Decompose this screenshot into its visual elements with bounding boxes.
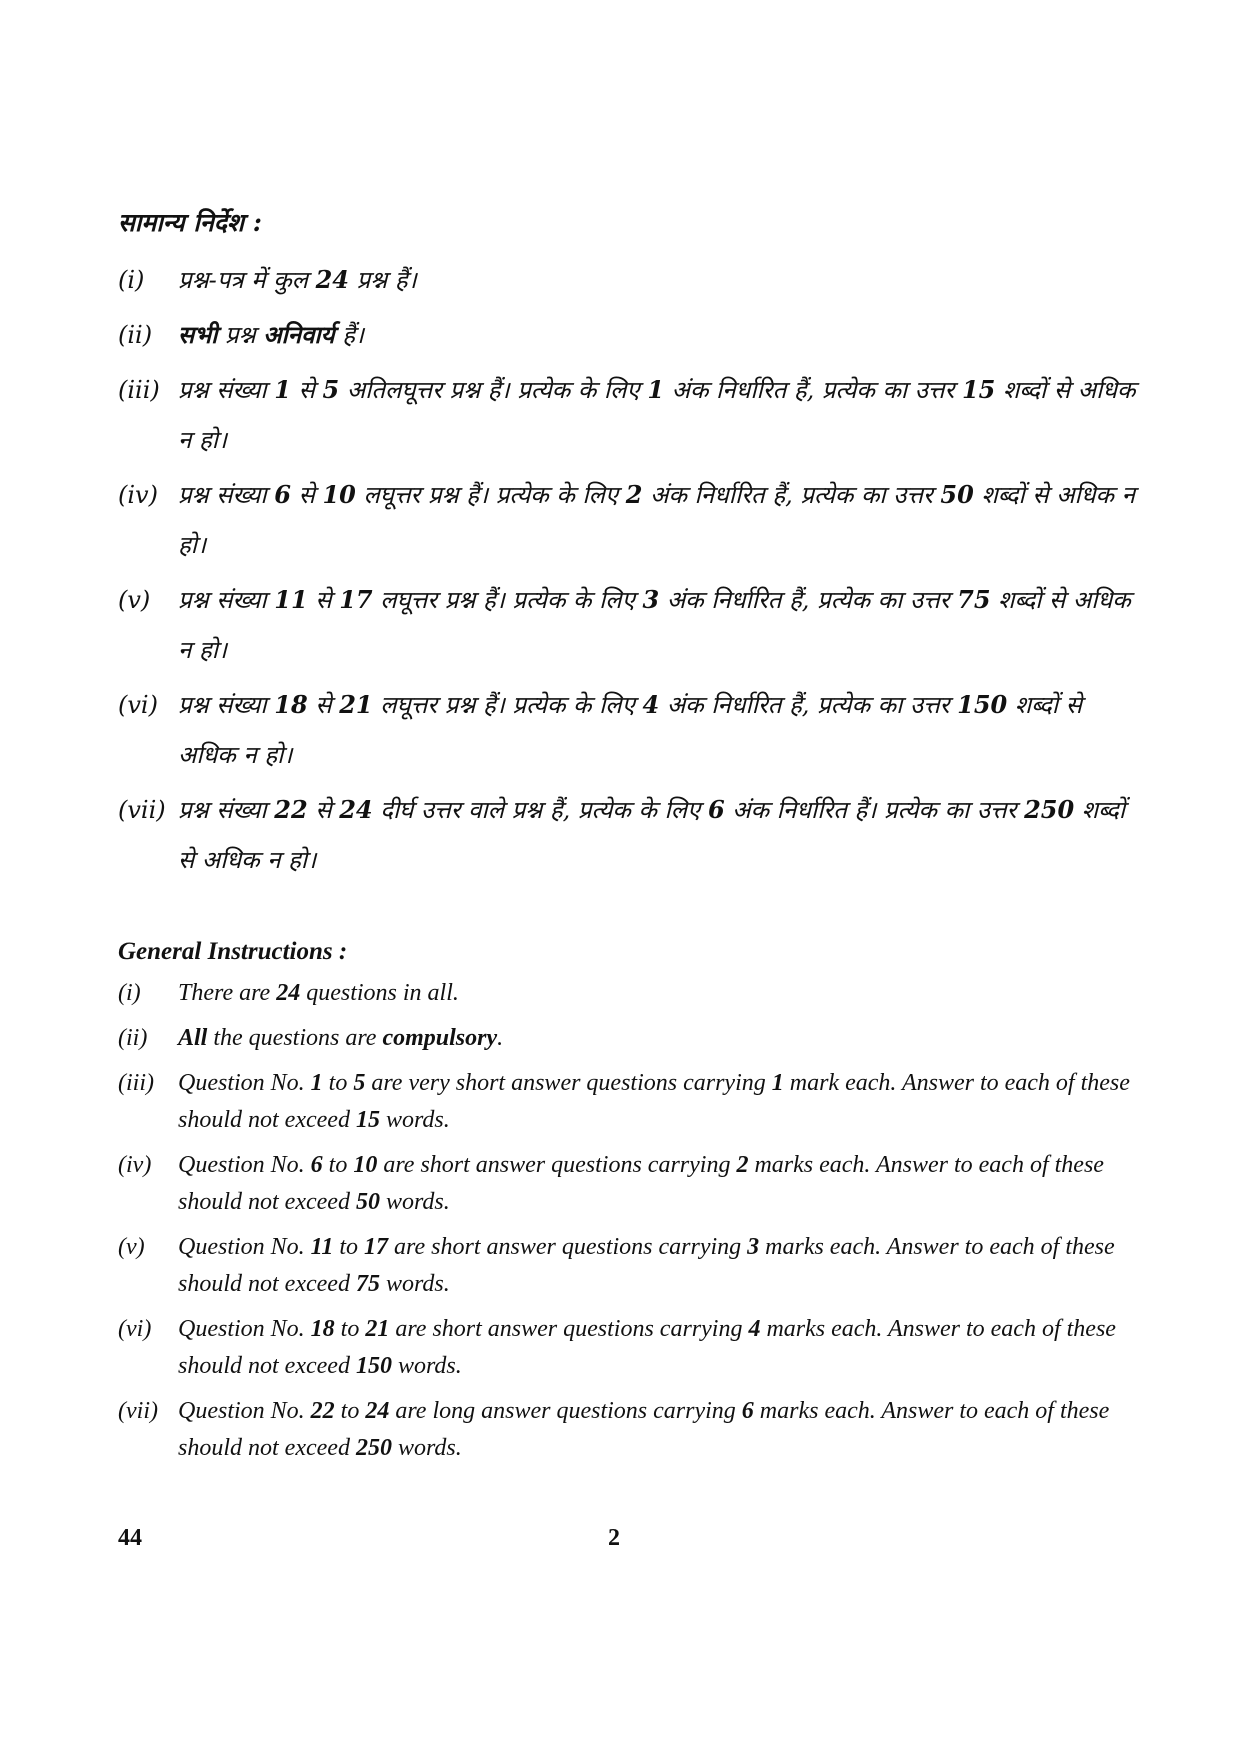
item-text: अंक निर्धारित हैं, प्रत्येक का उत्तर [642,481,941,509]
hindi-instructions-list [118,255,1138,890]
bold-text: 11 [310,1234,334,1260]
bold-text: 250 [355,1435,392,1461]
item-number: (ii) [118,321,153,349]
bold-text: 10 [353,1152,378,1178]
english-instruction-item [118,1393,1138,1467]
bold-text: 2 [625,480,643,509]
item-number: (i) [118,980,141,1006]
item-number: (iii) [118,1070,154,1096]
bold-text: 18 [310,1316,335,1342]
item-text: are very short answer questions carrying [365,1070,772,1096]
english-instruction-item [118,1147,1138,1221]
item-text: are short answer questions carrying [377,1152,737,1178]
item-number: (vii) [118,1398,158,1424]
item-text: लघूत्तर प्रश्न हैं। प्रत्येक के लिए [372,586,643,614]
item-text: शब्दों से अधिक न हो। [178,691,1082,769]
item-text: Question No. [178,1316,311,1342]
bold-text: All [178,1025,208,1051]
item-number: (vi) [118,1316,152,1342]
bold-text: अनिवार्य [263,320,335,349]
item-text: to [333,1234,365,1260]
item-text: प्रश्न-पत्र में कुल [178,266,316,294]
bold-text: 21 [339,690,373,719]
bold-text: 6 [741,1398,754,1424]
item-text: There are [178,980,277,1006]
item-number: (v) [118,586,151,614]
english-instructions-heading: General Instructions : [118,938,348,965]
item-text: to [322,1070,354,1096]
item-text: questions in all. [300,980,459,1006]
english-instructions-list [118,975,1138,1475]
item-text: अंक निर्धारित हैं, प्रत्येक का उत्तर [659,691,958,719]
item-number: (v) [118,1234,145,1260]
bold-text: 6 [310,1152,323,1178]
item-text: से [291,376,323,404]
item-text: Question No. [178,1234,311,1260]
hindi-instruction-item [118,785,1138,885]
item-text: प्रश्न हैं। [348,266,417,294]
item-text: अंक निर्धारित हैं, प्रत्येक का उत्तर [664,376,962,404]
item-text: शब्दों से अधिक न हो। [178,376,1136,454]
item-text: दीर्घ उत्तर वाले प्रश्न हैं, प्रत्येक के लिए [372,796,708,824]
bold-text: 75 [957,585,991,614]
item-text: to [322,1152,354,1178]
bold-text: 24 [315,265,349,294]
bold-text: 24 [339,795,373,824]
hindi-instruction-item [118,310,1138,360]
item-text: अतिलघूत्तर प्रश्न हैं। प्रत्येक के लिए [339,376,648,404]
item-text: words. [379,1271,450,1297]
item-text: प्रश्न [217,321,264,349]
bold-text: सभी [178,320,218,349]
item-text: Question No. [178,1152,311,1178]
bold-text: 10 [322,480,356,509]
item-text: are short answer questions carrying [389,1316,749,1342]
hindi-instruction-item [118,470,1138,570]
bold-text: 1 [274,375,291,404]
bold-text: 4 [748,1316,761,1342]
hindi-instruction-item [118,575,1138,675]
item-text: प्रश्न संख्या [178,376,275,404]
bold-text: 1 [647,375,665,404]
item-text: प्रश्न संख्या [178,796,275,824]
item-text: words. [379,1107,450,1133]
item-text: लघूत्तर प्रश्न हैं। प्रत्येक के लिए [355,481,626,509]
bold-text: 5 [353,1070,366,1096]
item-text: प्रश्न संख्या [178,586,275,614]
item-text: mark each. Answer to each of these should not exceed [178,1070,1130,1133]
item-text: are short answer questions carrying [388,1234,748,1260]
item-text: शब्दों से अधिक न हो। [178,586,1131,664]
item-number: (iii) [118,376,160,404]
item-text: अंक निर्धारित हैं, प्रत्येक का उत्तर [659,586,958,614]
item-text: Question No. [178,1398,311,1424]
english-instruction-item [118,1229,1138,1303]
bold-text: 3 [747,1234,760,1260]
english-instruction-item [118,1311,1138,1385]
item-text: words. [379,1189,450,1215]
item-text: to [334,1398,366,1424]
paper-code: 44 [118,1525,142,1551]
hindi-instruction-item [118,680,1138,780]
bold-text: 50 [940,480,974,509]
bold-text: 24 [276,980,301,1006]
bold-text: 21 [365,1316,390,1342]
english-instruction-item [118,1065,1138,1139]
item-number: (i) [118,266,145,294]
bold-text: 1 [771,1070,784,1096]
bold-text: 6 [707,795,725,824]
item-text: लघूत्तर प्रश्न हैं। प्रत्येक के लिए [372,691,643,719]
item-text: words. [391,1435,462,1461]
bold-text: 3 [642,585,660,614]
item-text: marks each. Answer to each of these should not exceed [178,1398,1110,1461]
bold-text: 250 [1024,795,1075,824]
bold-text: 18 [274,690,308,719]
bold-text: 1 [310,1070,323,1096]
hindi-instruction-item [118,255,1138,305]
item-number: (iv) [118,1152,152,1178]
bold-text: 22 [310,1398,335,1424]
item-text: . [497,1025,504,1051]
bold-text: 15 [961,375,996,404]
bold-text: 5 [322,375,340,404]
bold-text: 17 [364,1234,389,1260]
item-text: Question No. [178,1070,311,1096]
bold-text: 150 [355,1353,392,1379]
item-text: से [307,796,340,824]
item-text: words. [391,1353,462,1379]
bold-text: compulsory [382,1025,498,1051]
bold-text: 2 [736,1152,749,1178]
item-number: (vii) [118,796,166,824]
item-text: marks each. Answer to each of these should not exceed [178,1234,1115,1297]
item-text: से [291,481,323,509]
english-instruction-item [118,1020,1138,1057]
bold-text: 75 [355,1271,380,1297]
bold-text: 15 [355,1107,380,1133]
item-number: (vi) [118,691,158,719]
english-instruction-item [118,975,1138,1012]
hindi-instruction-item [118,365,1138,465]
hindi-instructions-heading: सामान्य निर्देश : [118,208,262,237]
item-text: the questions are [207,1025,383,1051]
bold-text: 11 [274,585,308,614]
item-text: प्रश्न संख्या [178,481,275,509]
item-text: से [307,586,340,614]
bold-text: 22 [274,795,308,824]
bold-text: 150 [957,690,1008,719]
bold-text: 6 [274,480,291,509]
item-text: marks each. Answer to each of these should not exceed [178,1152,1104,1215]
item-text: हैं। [334,321,365,349]
item-text: अंक निर्धारित हैं। प्रत्येक का उत्तर [724,796,1025,824]
item-text: are long answer questions carrying [389,1398,742,1424]
item-text: शब्दों से अधिक न हो। [178,481,1135,559]
bold-text: 4 [642,690,660,719]
page-number: 2 [608,1525,620,1551]
item-text: शब्दों से अधिक न हो। [178,796,1126,874]
item-number: (ii) [118,1025,148,1051]
item-text: से [307,691,340,719]
bold-text: 17 [339,585,373,614]
item-text: to [334,1316,366,1342]
item-number: (iv) [118,481,158,509]
bold-text: 24 [365,1398,390,1424]
item-text: प्रश्न संख्या [178,691,275,719]
bold-text: 50 [355,1189,380,1215]
item-text: marks each. Answer to each of these should not exceed [178,1316,1116,1379]
